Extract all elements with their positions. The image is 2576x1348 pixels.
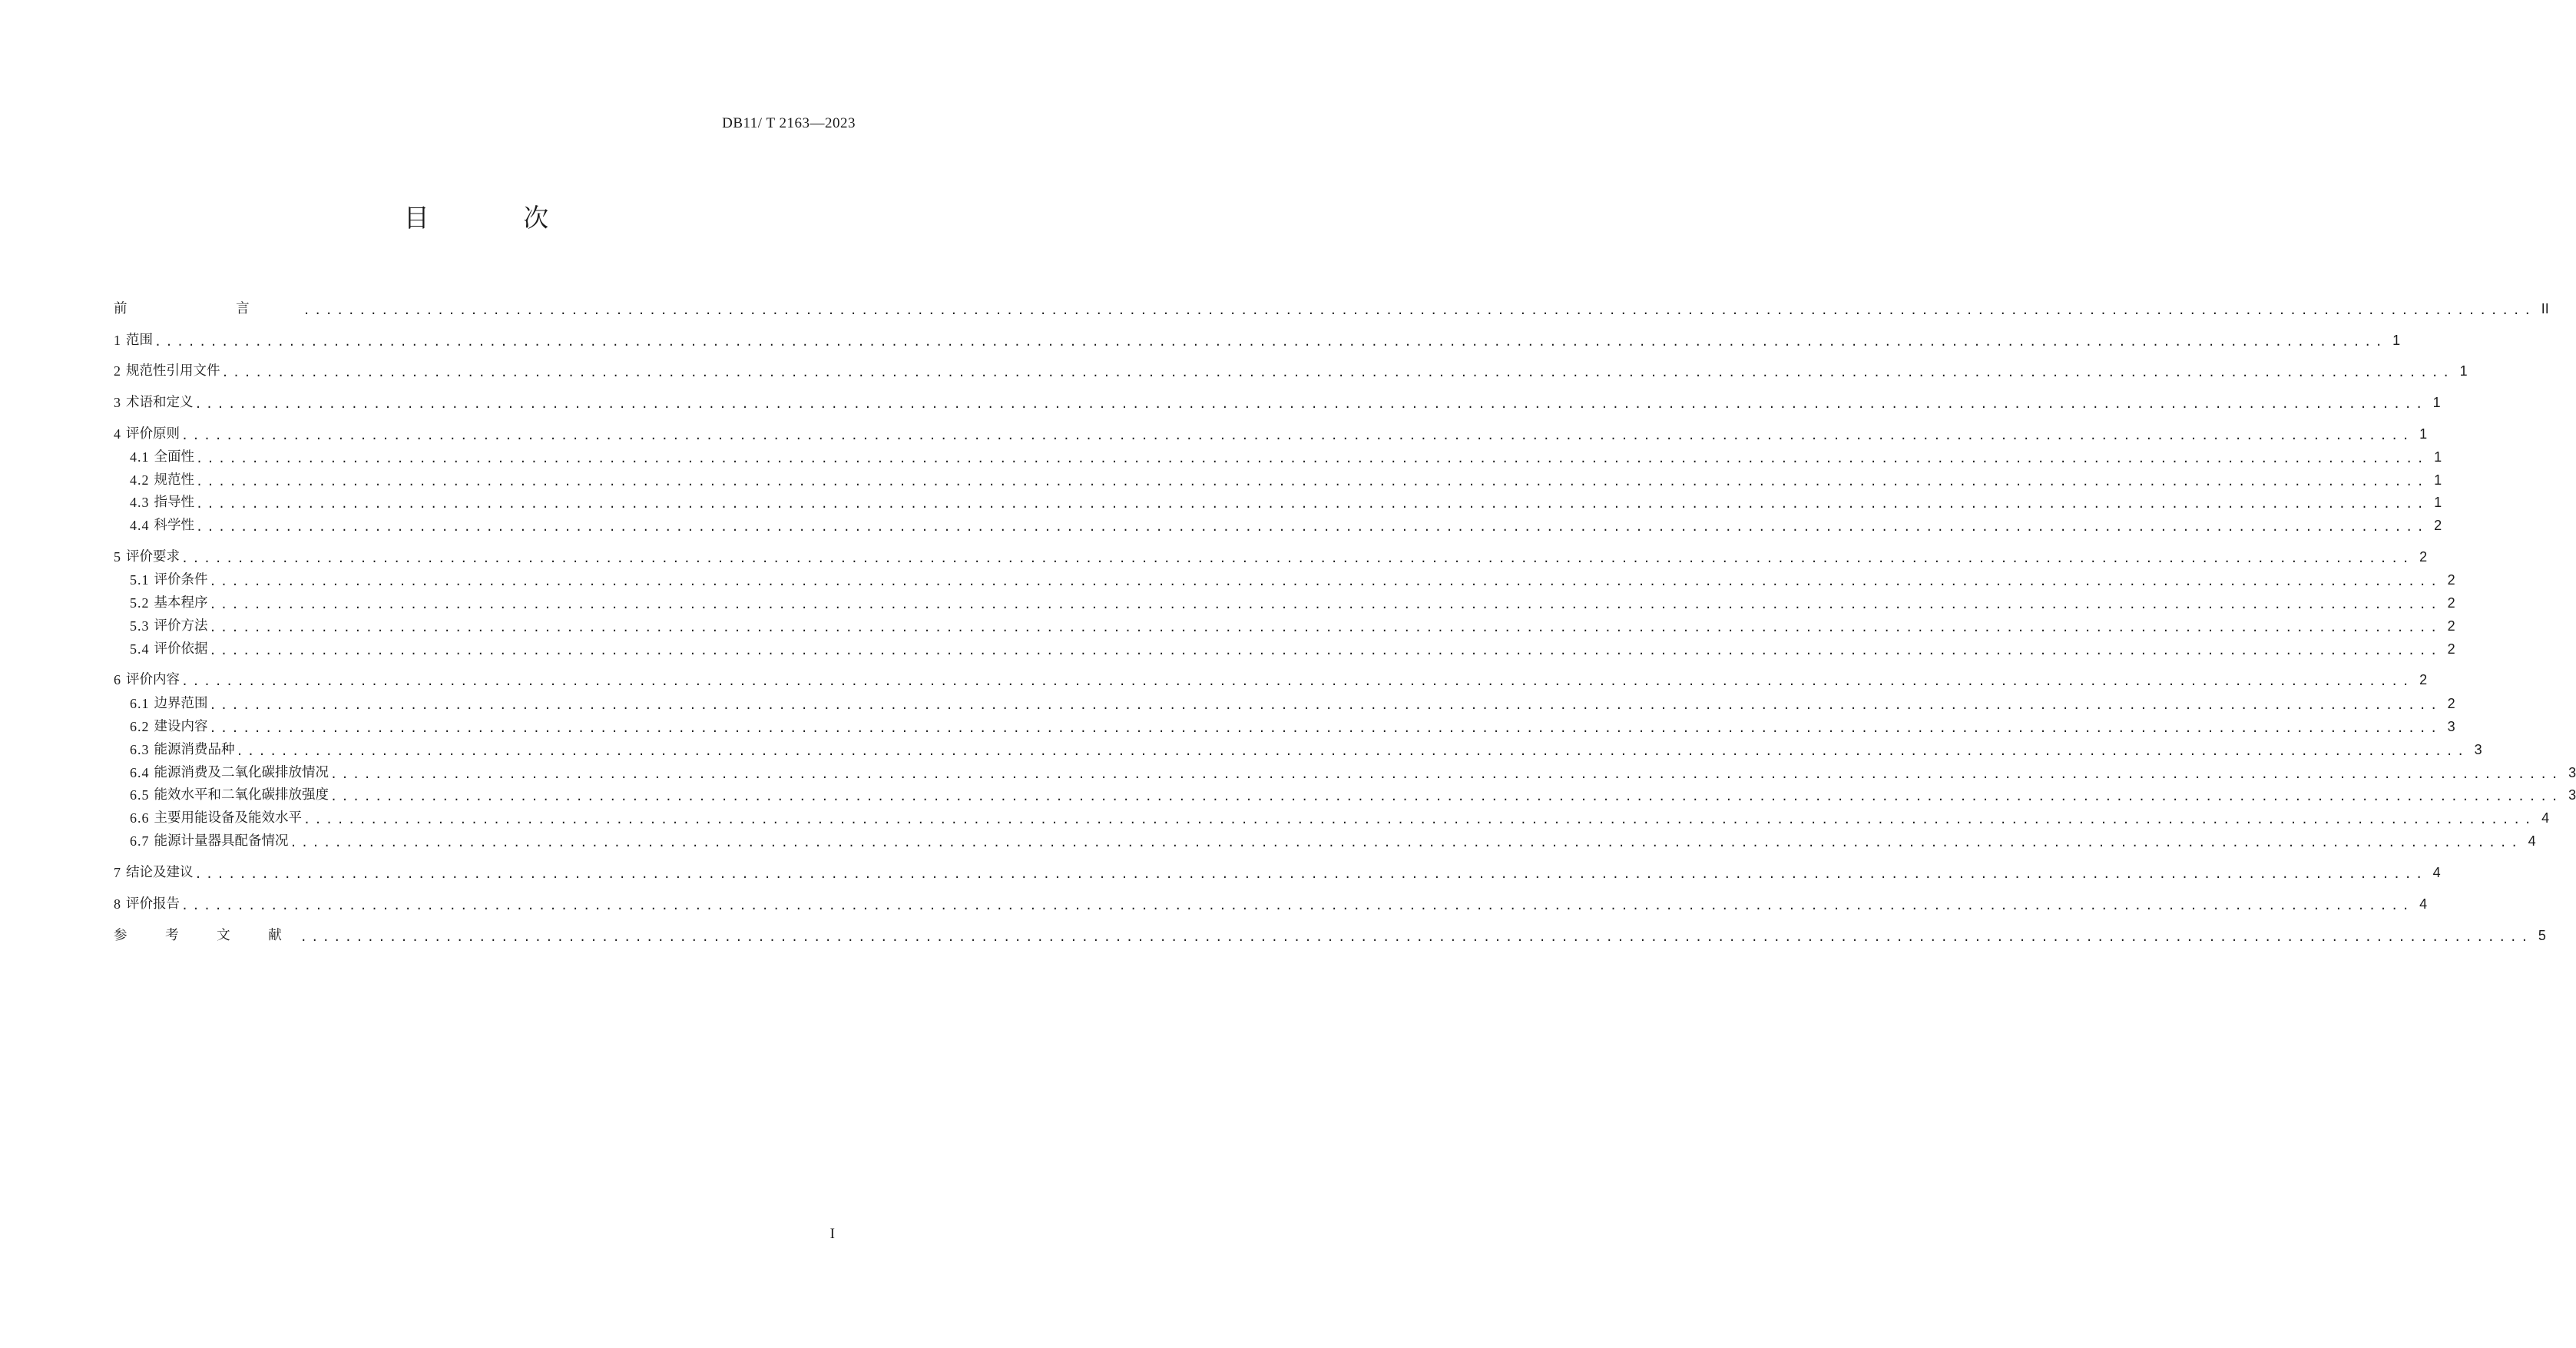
toc-entry-number: 2 [114,363,121,379]
toc-entry-label: 评价要求 [126,549,180,565]
toc-entry[interactable] [130,515,2442,535]
toc-entry-page: 3 [2568,787,2576,803]
toc-entry-page: 4 [2541,810,2550,826]
page-number: I [829,1226,835,1242]
toc-entry-number: 6.5 [130,787,150,803]
toc-entry-page: 1 [2432,395,2441,410]
toc-entry[interactable] [130,447,2442,467]
toc-dot-leader: ........................................................................................................................................................................................................ [154,335,2387,349]
toc-dot-leader: ........................................................................................................................................................................................................ [181,899,2414,912]
toc-entry[interactable] [114,299,2549,319]
toc-entry-label: 建设内容 [154,719,208,734]
toc-entry-label: 基本程序 [154,595,208,611]
toc-entry-label: 能效水平和二氧化碳排放强度 [154,787,329,803]
toc-entry[interactable] [130,492,2442,512]
toc-entry[interactable] [130,785,2576,805]
toc-entry-label: 规范性引用文件 [126,363,220,379]
document-code: DB11/ T 2163—2023 [722,115,856,131]
toc-dot-leader: ........................................................................................................................................................................................................ [303,813,2536,826]
toc-entry-number: 4.3 [130,495,150,510]
toc-dot-leader: ........................................................................................................................................................................................................ [209,621,2442,634]
toc-dot-leader: ........................................................................................................................................................................................................ [300,930,2532,944]
toc-entry[interactable] [130,639,2455,659]
toc-entry[interactable] [130,808,2550,828]
toc-entry-label: 指导性 [154,495,194,510]
toc-dot-leader: ........................................................................................................................................................................................................ [236,744,2468,758]
toc-entry-number: 6.2 [130,719,150,734]
toc-entry-page: 3 [2568,765,2576,780]
toc-dot-leader: ........................................................................................................................................................................................................ [196,475,2429,489]
toc-entry-page: 2 [2447,595,2455,611]
toc-entry[interactable] [130,763,2576,783]
toc-entry-label: 科学性 [154,518,194,533]
toc-entry-number: 1 [114,333,121,348]
toc-entry-page: 4 [2432,865,2441,880]
toc-entry[interactable] [130,740,2482,760]
toc-entry-label: 能源计量器具配备情况 [154,833,289,849]
toc-entry[interactable] [130,570,2455,590]
toc-dot-leader: ........................................................................................................................................................................................................ [181,551,2414,565]
toc-entry[interactable] [114,361,2468,381]
toc-entry-label: 能源消费及二氧化碳排放情况 [154,765,329,780]
toc-entry-label: 结论及建议 [126,865,194,880]
toc-dot-leader: ........................................................................................................................................................................................................ [209,721,2442,735]
toc-entry-label: 全面性 [154,449,194,465]
toc-entry-number: 6 [114,672,121,687]
toc-dot-leader: ........................................................................................................................................................................................................ [330,767,2563,781]
toc-entry[interactable] [130,470,2442,490]
toc-entry-page: 2 [2419,549,2428,565]
toc-entry[interactable] [114,424,2428,444]
toc-entry-page: 2 [2434,518,2442,533]
toc-entry-number: 6.4 [130,765,150,780]
toc-entry-number: 3 [114,395,121,410]
toc-entry-page: 4 [2419,896,2428,912]
toc-entry-number: 6.7 [130,833,150,849]
toc-entry-label: 评价内容 [126,672,180,687]
toc-entry[interactable] [114,330,2401,350]
toc-entry-label: 评价报告 [126,896,180,912]
toc-entry-number: 6.3 [130,742,150,757]
toc-entry-page: 2 [2447,572,2455,588]
toc-entry-page: 1 [2459,363,2468,379]
toc-entry-number: 7 [114,865,121,880]
toc-dot-leader: ........................................................................................................................................................................................................ [330,790,2563,803]
toc-entry-page: II [2541,301,2549,316]
toc-entry-label: 前 言 [114,301,302,316]
toc-entry-label: 评价条件 [154,572,208,588]
toc-dot-leader: ........................................................................................................................................................................................................ [209,575,2442,588]
toc-entry-number: 6.1 [130,696,150,711]
toc-dot-leader: ........................................................................................................................................................................................................ [221,366,2454,379]
toc-entry-number: 8 [114,896,121,912]
toc-entry-page: 5 [2538,928,2546,943]
toc-entry-page: 3 [2447,719,2455,734]
toc-entry-page: 2 [2447,618,2455,634]
toc-entry-page: 1 [2434,449,2442,465]
toc-dot-leader: ........................................................................................................................................................................................................ [209,698,2442,712]
toc-entry[interactable] [114,670,2428,690]
toc-entry-page: 1 [2419,426,2428,442]
toc-entry-page: 3 [2474,742,2482,757]
toc-dot-leader: ........................................................................................................................................................................................................ [194,397,2427,411]
toc-entry-number: 4.2 [130,472,150,488]
toc-dot-leader: ........................................................................................................................................................................................................ [303,303,2535,317]
toc-dot-leader: ........................................................................................................................................................................................................ [181,674,2414,688]
toc-entry-page: 4 [2528,833,2536,849]
toc-entry-label: 主要用能设备及能效水平 [154,810,302,826]
toc-entry-page: 2 [2419,672,2428,687]
toc-dot-leader: ........................................................................................................................................................................................................ [196,452,2429,465]
toc-entry-label: 边界范围 [154,696,208,711]
toc-entry-number: 6.6 [130,810,150,826]
toc-entry-number: 5.3 [130,618,150,634]
toc-entry-number: 5.1 [130,572,150,588]
toc-entry-number: 5.4 [130,641,150,657]
toc-dot-leader: ........................................................................................................................................................................................................ [209,598,2442,611]
toc-entry[interactable] [114,894,2428,914]
toc-entry[interactable] [114,392,2441,412]
toc-dot-leader: ........................................................................................................................................................................................................ [209,644,2442,657]
toc-entry-number: 4.4 [130,518,150,533]
toc-entry-label: 参 考 文 献 [114,928,299,943]
toc-entry[interactable] [130,717,2455,737]
toc-entry-page: 2 [2447,641,2455,657]
toc-entry-page: 2 [2447,696,2455,711]
toc-entry-label: 能源消费品种 [154,742,235,757]
toc-entry[interactable] [114,863,2441,883]
toc-entry-label: 评价原则 [126,426,180,442]
toc-dot-leader: ........................................................................................................................................................................................................ [194,867,2427,881]
toc-dot-leader: ........................................................................................................................................................................................................ [196,497,2429,511]
toc-entry-number: 5.2 [130,595,150,611]
toc-title: 目 次 [403,203,592,233]
toc-entry[interactable] [130,831,2536,851]
toc-entry-number: 4.1 [130,449,150,465]
toc-dot-leader: ........................................................................................................................................................................................................ [290,836,2522,850]
toc-entry-number: 4 [114,426,121,442]
toc-entry-label: 范围 [126,333,153,348]
toc-entry-number: 5 [114,549,121,565]
toc-entry-label: 评价依据 [154,641,208,657]
toc-entry-label: 评价方法 [154,618,208,634]
toc-entry-page: 1 [2392,333,2401,348]
toc-entry-label: 规范性 [154,472,194,488]
toc-entry[interactable] [130,694,2455,714]
toc-entry-page: 1 [2434,495,2442,510]
toc-entry[interactable] [130,593,2455,613]
toc-dot-leader: ........................................................................................................................................................................................................ [181,429,2414,442]
toc-entry[interactable] [130,616,2455,636]
toc-entry-page: 1 [2434,472,2442,488]
toc-entry[interactable] [114,926,2546,946]
toc-dot-leader: ........................................................................................................................................................................................................ [196,520,2429,534]
toc-entry-label: 术语和定义 [126,395,194,410]
toc-entry[interactable] [114,547,2428,567]
